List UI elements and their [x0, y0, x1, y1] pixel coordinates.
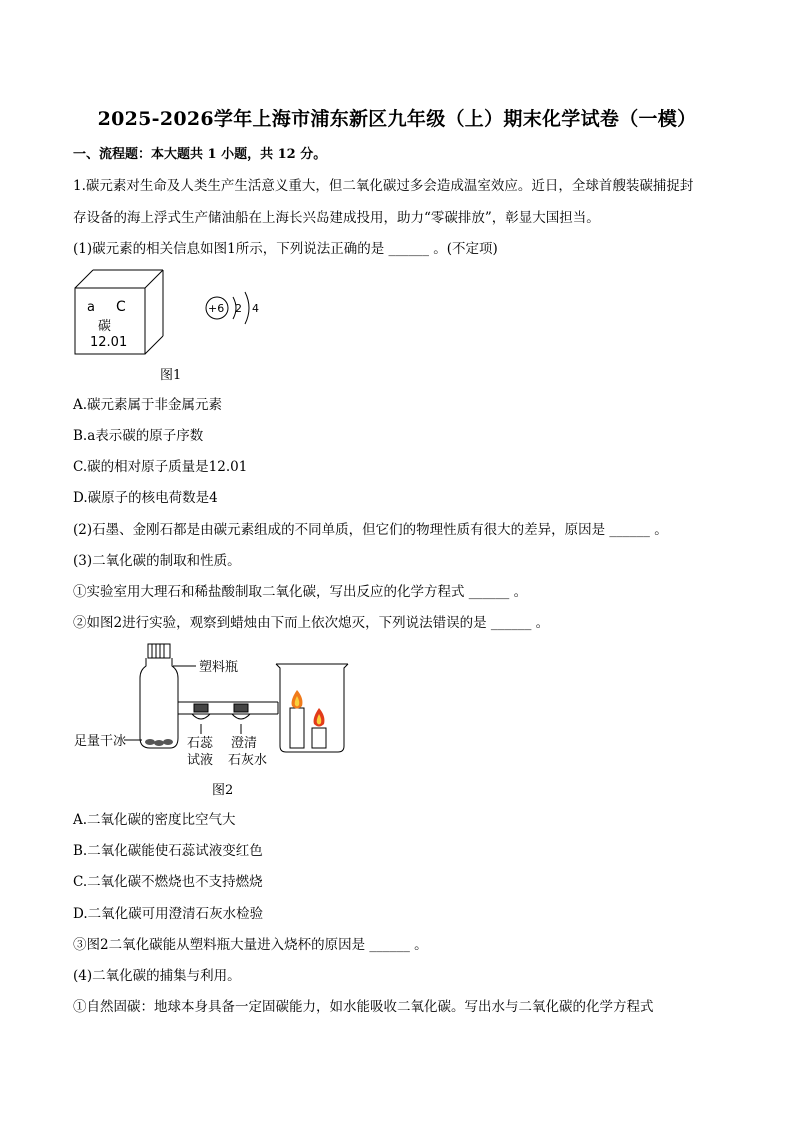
label-limewater-1: 澄清 [231, 736, 258, 751]
dry-ice [145, 739, 173, 746]
subquestion-1: (1)碳元素的相关信息如图1所示，下列说法正确的是 ______ 。(不定项) [73, 241, 498, 257]
label-litmus-2: 试液 [187, 753, 214, 768]
subquestion-2: (2)石墨、金刚石都是由碳元素组成的不同单质，但它们的物理性质有很大的差异，原因是 ______ 。 [73, 522, 668, 538]
candle-flame-lower [314, 708, 325, 727]
question-intro-line-1: 1.碳元素对生命及人类生产生活意义重大，但二氧化碳过多会造成温室效应。近日，全球首艘装碳捕捉封 [73, 178, 694, 194]
label-limewater-2: 石灰水 [228, 753, 268, 768]
subquestion-3-part-1: ①实验室用大理石和稀盐酸制取二氧化碳，写出反应的化学方程式 ______ 。 [73, 584, 528, 600]
option-2-b: B.二氧化碳能使石蕊试液变红色 [73, 843, 263, 859]
subquestion-3: (3)二氧化碳的制取和性质。 [73, 553, 241, 569]
option-1-c: C.碳的相对原子质量是12.01 [73, 459, 248, 475]
figure-2-caption: 图2 [212, 783, 234, 798]
atomic-mass: 12.01 [90, 335, 128, 350]
label-litmus-1: 石蕊 [187, 736, 214, 751]
element-symbol: C [116, 299, 126, 315]
figure-1 [70, 266, 270, 366]
subquestion-4: (4)二氧化碳的捕集与利用。 [73, 968, 241, 984]
figure-1-caption: 图1 [160, 368, 182, 383]
option-2-a: A.二氧化碳的密度比空气大 [73, 812, 236, 828]
label-dry-ice: 足量干冰 [74, 734, 127, 749]
element-name: 碳 [98, 319, 112, 334]
label-plastic-bottle: 塑料瓶 [199, 660, 239, 675]
option-1-d: D.碳原子的核电荷数是4 [73, 490, 218, 506]
option-1-b: B.a表示碳的原子序数 [73, 428, 204, 444]
atomic-number-label: a [87, 300, 95, 315]
candle-flame-upper [292, 690, 303, 709]
section-heading: 一、流程题：本大题共 1 小题，共 12 分。 [73, 147, 327, 162]
subquestion-4-part-1: ①自然固碳：地球本身具备一定固碳能力，如水能吸收二氧化碳。写出水与二氧化碳的化学方程式 [73, 999, 654, 1015]
option-2-d: D.二氧化碳可用澄清石灰水检验 [73, 906, 264, 922]
option-2-c: C.二氧化碳不燃烧也不支持燃烧 [73, 874, 263, 890]
electron-shell-2: 4 [252, 302, 259, 315]
nucleus-charge: +6 [208, 302, 225, 315]
figure-2 [70, 638, 360, 778]
electron-shell-1: 2 [235, 302, 242, 315]
option-1-a: A.碳元素属于非金属元素 [73, 397, 223, 413]
subquestion-3-part-2: ②如图2进行实验，观察到蜡烛由下而上依次熄灭，下列说法错误的是 ______ 。 [73, 615, 550, 631]
question-intro-line-2: 存设备的海上浮式生产储油船在上海长兴岛建成投用，助力“零碳排放”，彰显大国担当。 [73, 210, 600, 226]
exam-title: 2025-2026学年上海市浦东新区九年级（上）期末化学试卷（一模） [97, 108, 697, 130]
subquestion-3-part-3: ③图2二氧化碳能从塑料瓶大量进入烧杯的原因是 ______ 。 [73, 937, 428, 953]
